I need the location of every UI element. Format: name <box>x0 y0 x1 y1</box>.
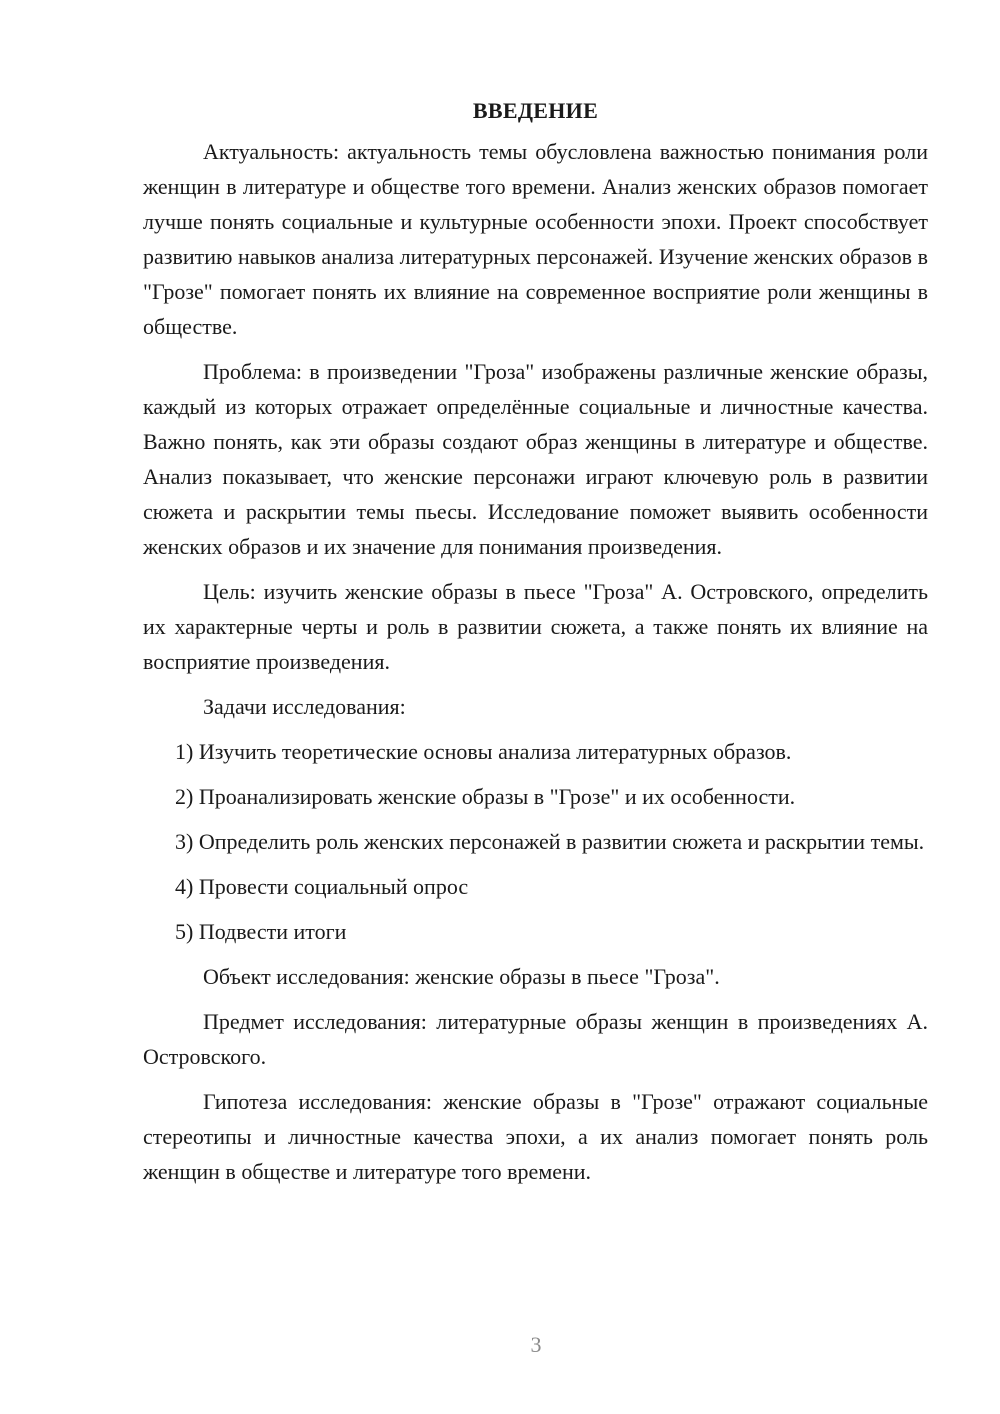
task-item-2: 2) Проанализировать женские образы в "Грозе" и их особенности. <box>175 784 796 809</box>
paragraph-goal: Цель: изучить женские образы в пьесе "Гроза" А. Островского, определить их характерные черты и роль в развитии сюжета, а также понять их влияние на восприятие произведения. <box>143 579 928 674</box>
paragraph-tasks-heading: Задачи исследования: <box>203 694 406 719</box>
page-content <box>143 94 928 1199</box>
task-item-1: 1) Изучить теоретические основы анализа литературных образов. <box>175 739 792 764</box>
task-item-3: 3) Определить роль женских персонажей в развитии сюжета и раскрытии темы. <box>175 829 925 854</box>
paragraph-subject: Предмет исследования: литературные образы женщин в произведениях А. Островского. <box>143 1009 928 1069</box>
page-number: 3 <box>530 1332 542 1357</box>
section-title: ВВЕДЕНИЕ <box>472 98 599 123</box>
paragraph-hypothesis: Гипотеза исследования: женские образы в "Грозе" отражают социальные стереотипы и личностные качества эпохи, а их анализ помогает понять роль женщин в обществе и литературе того времени. <box>143 1089 928 1184</box>
paragraph-object: Объект исследования: женские образы в пьесе "Гроза". <box>203 964 720 989</box>
task-item-5: 5) Подвести итоги <box>175 919 347 944</box>
paragraph-problem: Проблема: в произведении "Гроза" изображены различные женские образы, каждый из которых отражает определённые социальные и личностные качества. Важно понять, как эти образы создают образ женщины в литературе и обществе. Анализ показывает, что женские персонажи играют ключевую роль в развитии сюжета и раскрытии темы пьесы. Исследование поможет выявить особенности женских образов и их значение для понимания произведения. <box>143 359 928 559</box>
paragraph-relevance: Актуальность: актуальность темы обусловлена важностью понимания роли женщин в литературе и обществе того времени. Анализ женских образов помогает лучше понять социальные и культурные особенности эпохи. Проект способствует развитию навыков анализа литературных персонажей. Изучение женских образов в "Грозе" помогает понять их влияние на современное восприятие роли женщины в обществе. <box>143 139 928 339</box>
task-item-4: 4) Провести социальный опрос <box>175 874 469 899</box>
